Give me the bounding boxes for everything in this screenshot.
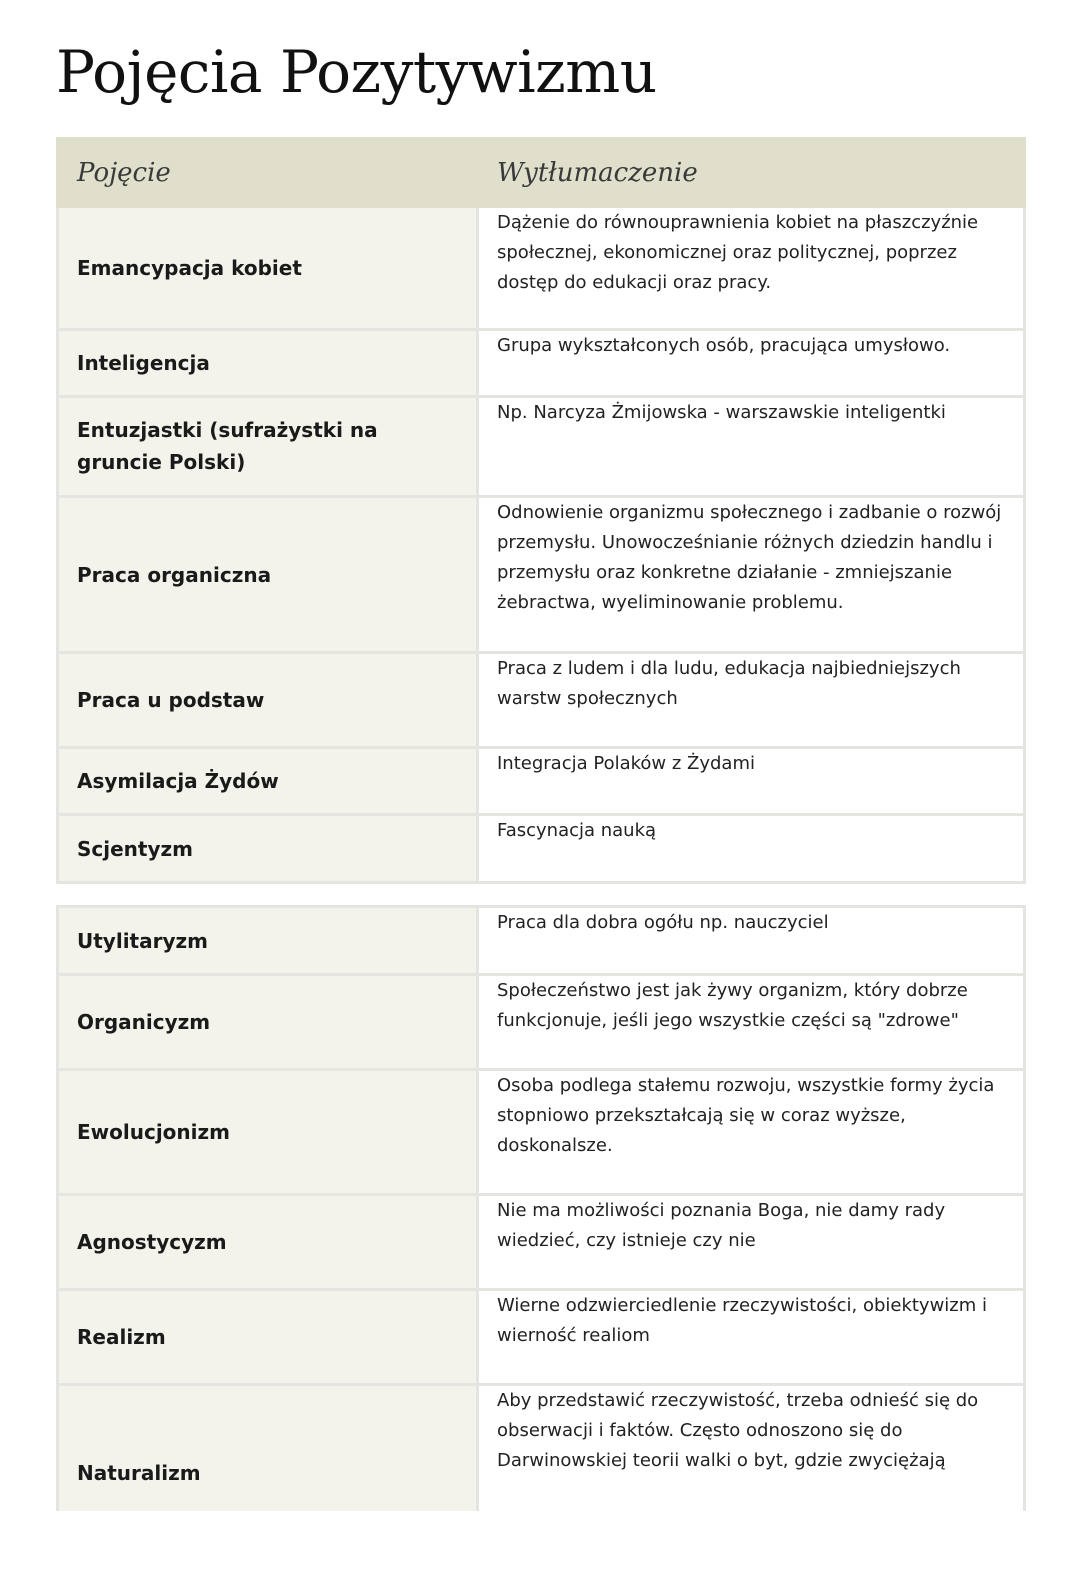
term-cell: Inteligencja [58, 330, 478, 397]
table-row [58, 330, 1025, 397]
table-row [58, 815, 1025, 883]
definition-cell: Społeczeństwo jest jak żywy organizm, który dobrze funkcjonuje, jeśli jego wszystkie części są "zdrowe" [478, 975, 1025, 1070]
table-row [58, 907, 1025, 975]
table-row [58, 748, 1025, 815]
table-row [58, 1070, 1025, 1195]
table-row [58, 653, 1025, 748]
terms-table-top [56, 137, 1026, 884]
table-header-row [58, 139, 1025, 207]
header-explanation: Wytłumaczenie [478, 139, 1025, 207]
table-row [58, 1385, 1025, 1511]
definition-cell: Fascynacja nauką [478, 815, 1025, 883]
term-cell: Praca u podstaw [58, 653, 478, 748]
term-cell: Scjentyzm [58, 815, 478, 883]
table-row [58, 1195, 1025, 1290]
term-cell: Agnostycyzm [58, 1195, 478, 1290]
term-cell: Asymilacja Żydów [58, 748, 478, 815]
term-cell: Organicyzm [58, 975, 478, 1070]
term-cell: Realizm [58, 1290, 478, 1385]
definition-cell: Integracja Polaków z Żydami [478, 748, 1025, 815]
definition-cell: Aby przedstawić rzeczywistość, trzeba odnieść się do obserwacji i faktów. Często odnoszono się do Darwinowskiej teorii walki o byt, gdzie zwyciężają [478, 1385, 1025, 1511]
definition-cell: Osoba podlega stałemu rozwoju, wszystkie formy życia stopniowo przekształcają się w coraz wyższe, doskonalsze. [478, 1070, 1025, 1195]
definition-cell: Nie ma możliwości poznania Boga, nie damy rady wiedzieć, czy istnieje czy nie [478, 1195, 1025, 1290]
definition-cell: Dążenie do równouprawnienia kobiet na płaszczyźnie społecznej, ekonomicznej oraz politycznej, poprzez dostęp do edukacji oraz pracy. [478, 207, 1025, 330]
term-cell: Naturalizm [58, 1385, 478, 1511]
definition-cell: Odnowienie organizmu społecznego i zadbanie o rozwój przemysłu. Unowocześnianie różnych dziedzin handlu i przemysłu oraz konkretne działanie - zmniejszanie żebractwa, wyeliminowanie problemu. [478, 497, 1025, 653]
definition-cell: Np. Narcyza Żmijowska - warszawskie inteligentki [478, 397, 1025, 497]
term-cell: Utylitaryzm [58, 907, 478, 975]
table-row [58, 397, 1025, 497]
definition-cell: Wierne odzwierciedlenie rzeczywistości, obiektywizm i wierność realiom [478, 1290, 1025, 1385]
definition-cell: Praca z ludem i dla ludu, edukacja najbiedniejszych warstw społecznych [478, 653, 1025, 748]
terms-table-bottom [56, 905, 1026, 1511]
definition-cell: Praca dla dobra ogółu np. nauczyciel [478, 907, 1025, 975]
term-cell: Ewolucjonizm [58, 1070, 478, 1195]
table-row [58, 497, 1025, 653]
table-row [58, 1290, 1025, 1385]
definition-cell: Grupa wykształconych osób, pracująca umysłowo. [478, 330, 1025, 397]
term-cell: Entuzjastki (sufrażystki na gruncie Polski) [58, 397, 478, 497]
page-title: Pojęcia Pozytywizmu [56, 38, 657, 106]
table-row [58, 207, 1025, 330]
term-cell: Emancypacja kobiet [58, 207, 478, 330]
header-term: Pojęcie [58, 139, 478, 207]
term-cell: Praca organiczna [58, 497, 478, 653]
table-row [58, 975, 1025, 1070]
